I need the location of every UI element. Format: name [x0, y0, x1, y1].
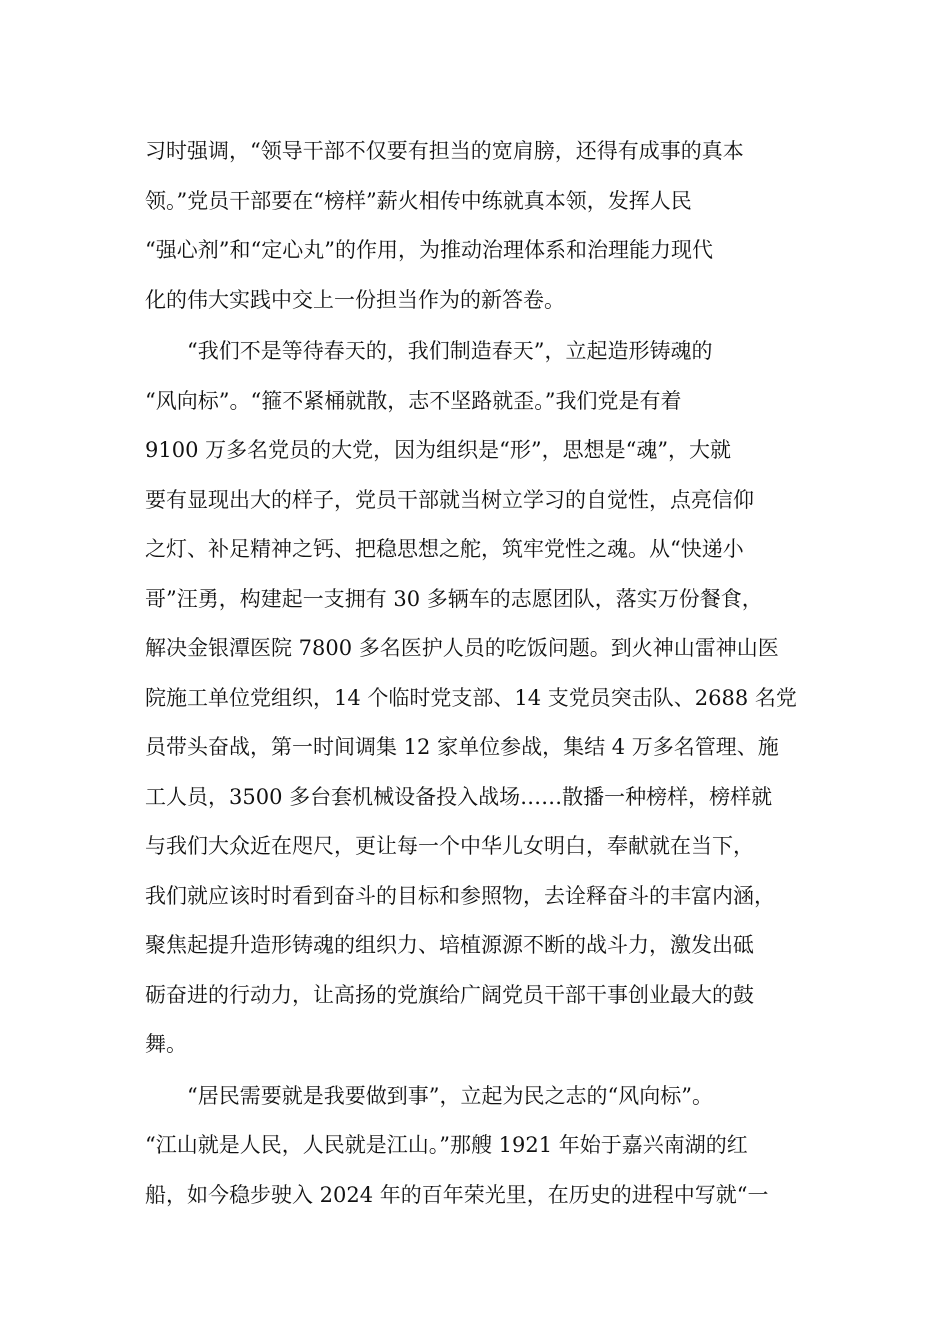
text-line: 船，如今稳步驶入 2024 年的百年荣光里，在历史的进程中写就“一 [145, 1182, 769, 1207]
text-line: 解决金银潭医院 7800 多名医护人员的吃饭问题。到火神山雷神山医 [145, 636, 779, 660]
text-line: 舞。 [145, 1032, 187, 1056]
paragraph-start-line: “居民需要就是我要做到事”，立起为民之志的“风向标”。 [187, 1083, 713, 1108]
paragraph-start-line: “我们不是等待春天的，我们制造春天”，立起造形铸魂的 [187, 339, 713, 363]
text-line: “风向标”。“箍不紧桶就散，志不坚路就歪。”我们党是有着 [145, 388, 682, 413]
text-line: 习时强调，“领导干部不仅要有担当的宽肩膀，还得有成事的真本 [145, 139, 744, 163]
text-line: 聚焦起提升造形铸魂的组织力、培植源源不断的战斗力，激发出砥 [145, 933, 754, 957]
text-line: “强心剂”和“定心丸”的作用，为推动治理体系和治理能力现代 [145, 238, 713, 262]
text-line: 化的伟大实践中交上一份担当作为的新答卷。 [145, 287, 565, 312]
text-line: 哥”汪勇，构建起一支拥有 30 多辆车的志愿团队，落实万份餐食， [145, 586, 763, 611]
text-line: 院施工单位党组织，14 个临时党支部、14 支党员突击队、2688 名党 [145, 685, 797, 710]
text-line: 员带头奋战，第一时间调集 12 家单位参战，集结 4 万多名管理、施 [145, 735, 779, 759]
text-line: 要有显现出大的样子，党员干部就当树立学习的自觉性，点亮信仰 [145, 487, 754, 512]
text-line: 领。”党员干部要在“榜样”薪火相传中练就真本领，发挥人民 [145, 188, 692, 213]
text-line: “江山就是人民，人民就是江山。”那艘 1921 年始于嘉兴南湖的红 [145, 1133, 748, 1157]
text-line: 与我们大众近在咫尺，更让每一个中华儿女明白，奉献就在当下， [145, 834, 754, 858]
text-line: 之灯、补足精神之钙、把稳思想之舵，筑牢党性之魂。从“快递小 [145, 537, 744, 561]
text-line: 9100 万多名党员的大党，因为组织是“形”，思想是“魂”，大就 [145, 438, 732, 462]
text-line: 工人员，3500 多台套机械设备投入战场……散播一种榜样，榜样就 [145, 784, 773, 809]
text-line: 我们就应该时时看到奋斗的目标和参照物，去诠释奋斗的丰富内涵， [145, 883, 775, 908]
body-text [145, 127, 835, 1220]
text-line: 砺奋进的行动力，让高扬的党旗给广阔党员干部干事创业最大的鼓 [145, 982, 754, 1007]
